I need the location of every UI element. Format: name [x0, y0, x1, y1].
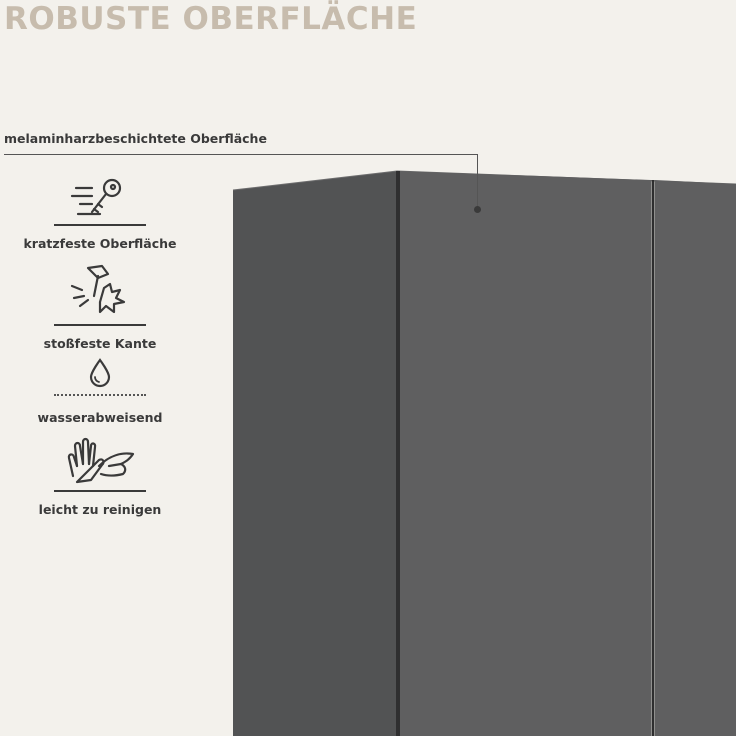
feature-label: leicht zu reinigen: [38, 501, 162, 517]
feature-water-repellent: [10, 356, 190, 425]
feature-scratch-resistant: [10, 174, 190, 251]
feature-easy-clean: [10, 436, 190, 517]
feature-impact-resistant: [10, 262, 190, 351]
hand-wipe-icon: [63, 436, 137, 488]
feature-divider: [54, 324, 146, 326]
feature-divider: [54, 394, 146, 396]
callout-line: [4, 154, 478, 155]
feature-label: wasserabweisend: [37, 410, 163, 425]
feature-label: kratzfeste Oberfläche: [23, 235, 177, 251]
feature-divider: [54, 224, 146, 226]
callout-pointer: [477, 154, 478, 209]
wardrobe-door-left: [397, 171, 651, 736]
wardrobe-side-panel: [233, 171, 397, 736]
wardrobe-door-right: [655, 180, 736, 736]
page-title: ROBUSTE OBERFLÄCHE: [4, 1, 418, 37]
callout-label: melaminharzbeschichtete Oberfläche: [4, 131, 267, 146]
hammer-impact-icon: [68, 262, 132, 320]
feature-divider: [54, 490, 146, 492]
callout-dot: [474, 206, 481, 213]
water-drop-icon: [85, 356, 115, 388]
key-scratch-icon: [70, 174, 130, 220]
feature-label: stoßfeste Kante: [43, 335, 157, 351]
